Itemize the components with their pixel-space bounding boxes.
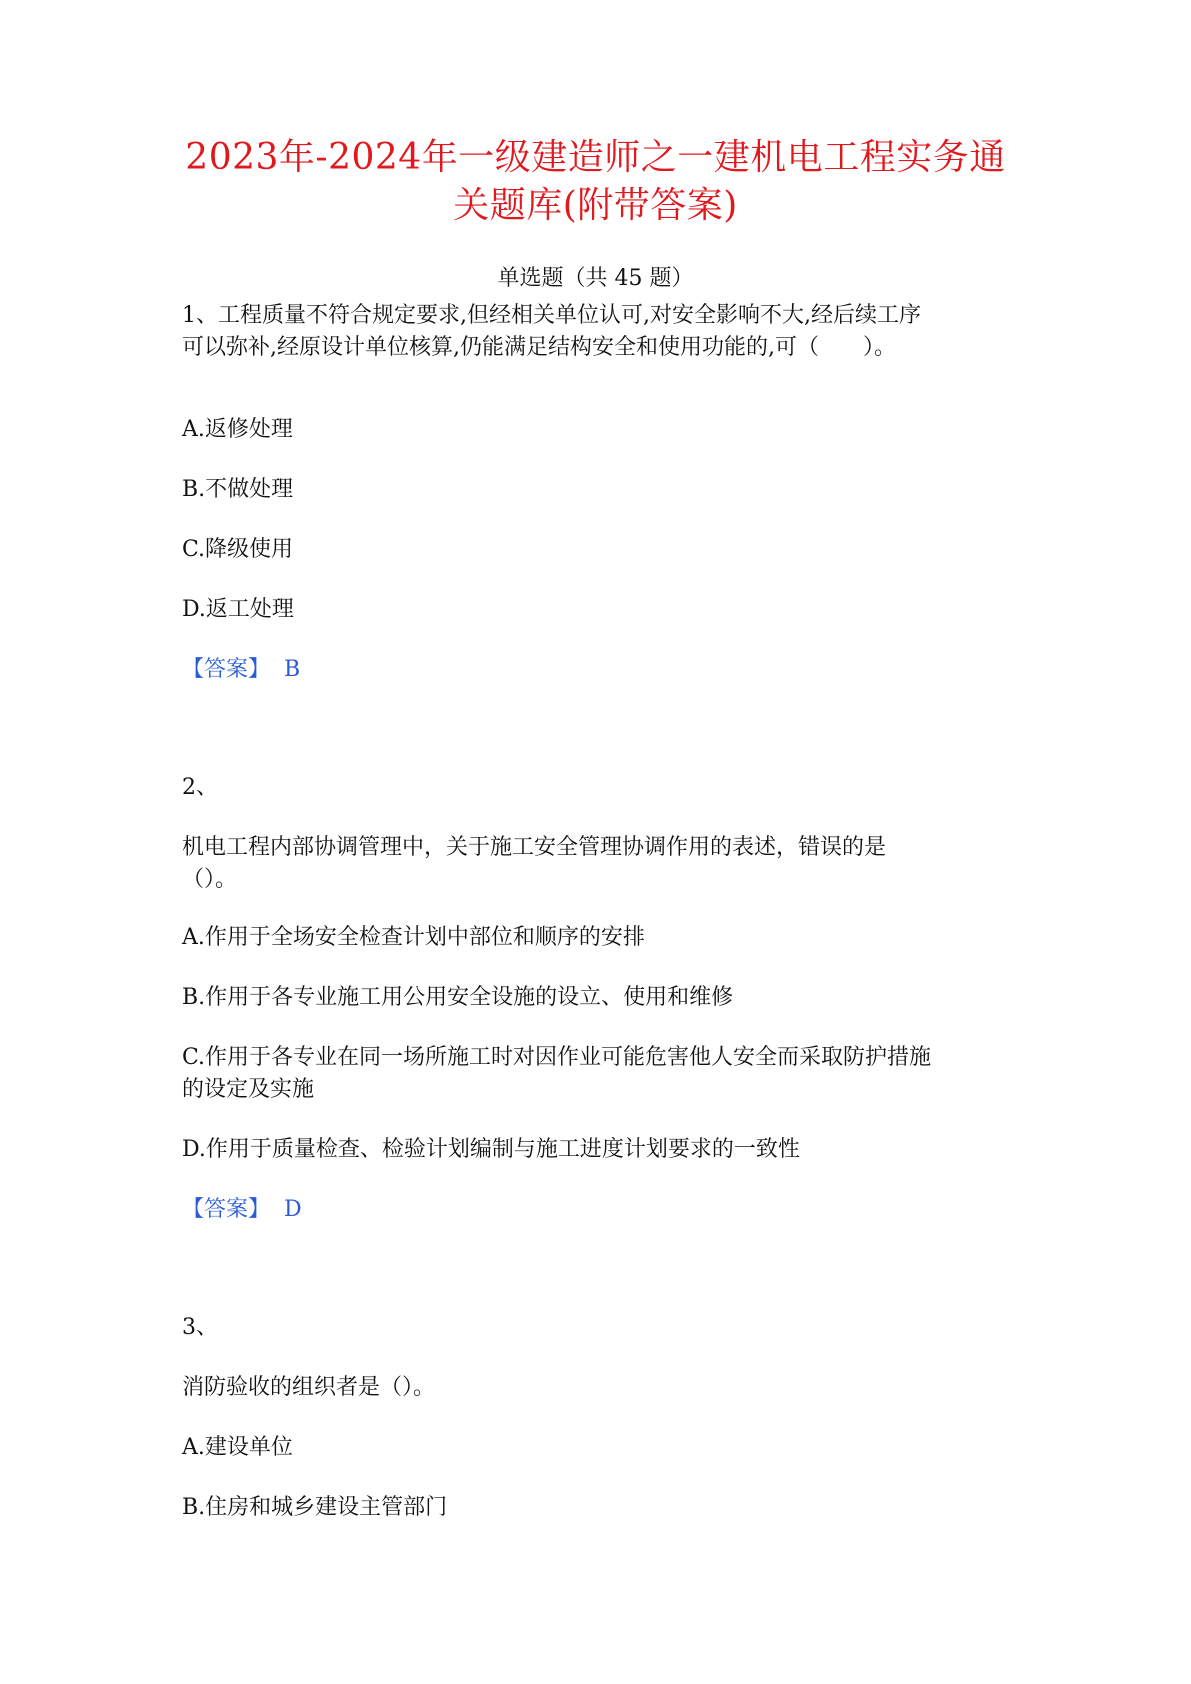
question-2-option-c-line-1: C.作用于各专业在同一场所施工时对因作业可能危害他人安全而采取防护措施 <box>182 1045 932 1070</box>
question-1-option-b: B.不做处理 <box>182 477 294 502</box>
answer-value: B <box>284 657 301 682</box>
question-1-option-c: C.降级使用 <box>182 537 294 562</box>
question-3-option-b: B.住房和城乡建设主管部门 <box>182 1495 448 1520</box>
question-3-number: 3、 <box>182 1315 218 1340</box>
question-2-answer <box>182 1194 1022 1226</box>
question-1-stem-line-1: 1、工程质量不符合规定要求,但经相关单位认可,对安全影响不大,经后续工序 <box>182 303 921 328</box>
answer-label: 【答案】 <box>182 657 271 682</box>
question-1-option-a: A.返修处理 <box>182 417 293 442</box>
question-2-option-b: B.作用于各专业施工用公用安全设施的设立、使用和维修 <box>182 985 734 1010</box>
answer-label: 【答案】 <box>182 1197 271 1222</box>
question-3-option-a: A.建设单位 <box>182 1435 293 1460</box>
question-3-stem: 消防验收的组织者是（）。 <box>182 1375 436 1400</box>
question-1-option-d: D.返工处理 <box>182 597 294 622</box>
question-2-option-c-line-2: 的设定及实施 <box>182 1077 315 1102</box>
document-title-line-1: 2023年-2024年一级建造师之一建机电工程实务通 <box>185 137 1006 178</box>
question-2-stem-line-2: （）。 <box>182 867 238 892</box>
question-1-answer <box>182 654 1022 686</box>
question-1-stem-line-2: 可以弥补,经原设计单位核算,仍能满足结构安全和使用功能的,可（ ）。 <box>182 335 896 360</box>
question-2-option-d: D.作用于质量检查、检验计划编制与施工进度计划要求的一致性 <box>182 1137 800 1162</box>
answer-value: D <box>284 1197 302 1222</box>
document-title-line-2: 关题库(附带答案) <box>453 185 738 226</box>
question-2-option-a: A.作用于全场安全检查计划中部位和顺序的安排 <box>182 925 645 950</box>
question-2-stem-line-1: 机电工程内部协调管理中，关于施工安全管理协调作用的表述，错误的是 <box>182 835 887 860</box>
section-heading: 单选题（共 45 题） <box>497 266 694 291</box>
question-2-number: 2、 <box>182 775 218 800</box>
